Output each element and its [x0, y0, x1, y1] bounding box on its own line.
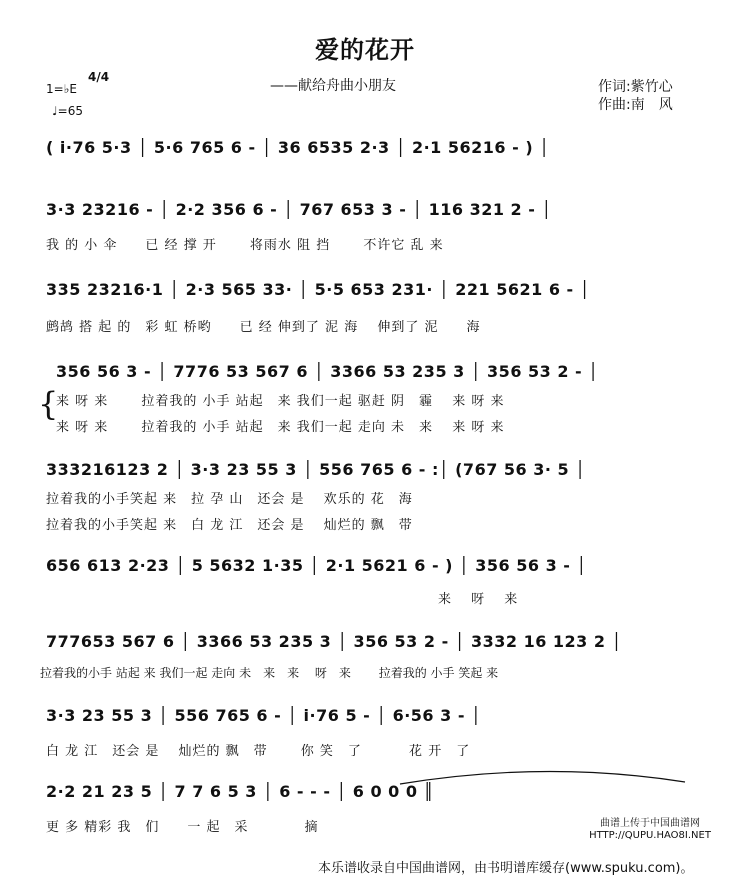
tempo-marking: ♩=65: [52, 104, 83, 118]
score-row-5-lyrics-verse-2: 拉着我的小手笑起 来 白 龙 江 还会 是 灿烂的 飘 带: [46, 518, 413, 533]
footer-note: 本乐谱收录自中国曲谱网，由书明谱库缓存(www.spuku.com)。: [318, 861, 694, 876]
page-title: 爱的花开: [315, 36, 415, 64]
key-signature: 1=♭E: [46, 82, 77, 96]
upload-stamp: 曲谱上传于中国曲谱网 HTTP://QUPU.HAO8I.NET: [589, 818, 711, 841]
lyricist: 作词:紫竹心: [598, 79, 673, 95]
time-signature: 4/4: [88, 70, 110, 84]
score-row-9-lyrics: 更 多 精彩 我 们 一 起 采 摘: [46, 820, 319, 835]
subtitle: ——献给舟曲小朋友: [270, 78, 396, 94]
score-row-6-notes: 656 613 2·23 │ 5 5632 1·35 │ 2·1 5621 6 - ) │ 356 56 3 - │: [46, 556, 587, 575]
verse-brace: {: [38, 385, 59, 423]
score-row-8-notes: 3·3 23 55 3 │ 556 765 6 - │ i·76 5 - │ 6·56 3 - │: [46, 706, 482, 725]
score-row-5-lyrics-verse-1: 拉着我的小手笑起 来 拉 孕 山 还会 是 欢乐的 花 海: [46, 492, 413, 507]
composer: 作曲:南 风: [598, 97, 673, 113]
score-row-5-notes: 333216123 2 │ 3·3 23 55 3 │ 556 765 6 - :│ (767 56 3· 5 │: [46, 460, 586, 479]
score-row-3-lyrics: 鹧鸪 搭 起 的 彩 虹 桥哟 已 经 伸到了 泥 海 伸到了 泥 海: [46, 320, 481, 335]
score-row-6-lyrics: 来 呀 来: [46, 592, 519, 607]
score-row-7-notes: 777653 567 6 │ 3366 53 235 3 │ 356 53 2 - │ 3332 16 123 2 │: [46, 632, 622, 651]
score-row-2-lyrics: 我 的 小 伞 已 经 撑 开 将雨水 阻 挡 不许它 乱 来: [46, 238, 444, 253]
phrase-slur: [395, 764, 695, 788]
score-row-4-lyrics-verse-1: 来 呀 来 拉着我的 小手 站起 来 我们一起 驱赶 阴 霾 来 呀 来: [56, 394, 505, 409]
score-row-1-notes: ( i·76 5·3 │ 5·6 765 6 - │ 36 6535 2·3 │ 2·1 56216 - ) │: [46, 138, 550, 157]
score-row-4-notes: 356 56 3 - │ 7776 53 567 6 │ 3366 53 235 3 │ 356 53 2 - │: [56, 362, 599, 381]
score-row-9-notes: 2·2 21 23 5 │ 7 7 6 5 3 │ 6 - - - │ 6 0 0 0 ║: [46, 782, 434, 801]
score-row-2-notes: 3·3 23216 - │ 2·2 356 6 - │ 767 653 3 - │ 116 321 2 - │: [46, 200, 552, 219]
score-row-7-lyrics: 拉着我的小手 站起 来 我们一起 走向 未 来 来 呀 来 拉着我的 小手 笑起 来: [40, 666, 499, 680]
score-row-8-lyrics: 白 龙 江 还会 是 灿烂的 飘 带 你 笑 了 花 开 了: [46, 744, 471, 759]
score-row-3-notes: 335 23216·1 │ 2·3 565 33· │ 5·5 653 231· │ 221 5621 6 - │: [46, 280, 590, 299]
score-row-4-lyrics-verse-2: 来 呀 来 拉着我的 小手 站起 来 我们一起 走向 未 来 来 呀 来: [56, 420, 505, 435]
